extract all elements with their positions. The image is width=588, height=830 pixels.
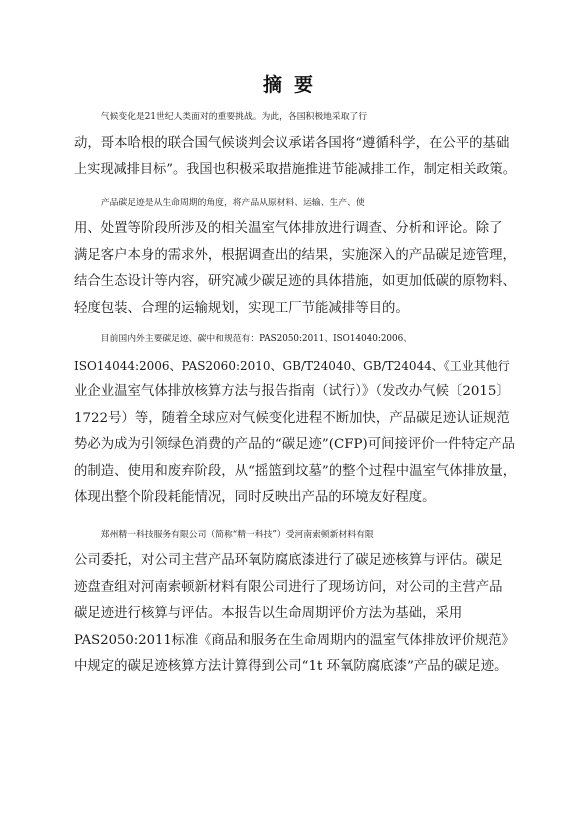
text-line: 碳足迹进行核算与评估。本报告以生命周期评价方法为基础，采用 — [74, 606, 463, 621]
text-line: 产品碳足迹是从生命周期的角度，将产品从原材料、运输、生产、使 — [100, 197, 365, 208]
text-line: 轻度包装、合理的运输规划，实现工厂节能减排等目的。 — [74, 300, 409, 316]
text-line: 中规定的碳足迹核算方法计算得到公司“1t 环氧防腐底漆”产品的碳足迹。 — [74, 659, 508, 674]
text-line: 动，哥本哈根的联合国气候谈判会议承诺各国将“遵循科学，在公平的基础 — [74, 135, 510, 151]
text-line: PAS2050:2011标准《商品和服务在生命周期内的温室气体排放评价规范》 — [74, 632, 515, 648]
paragraph-commission — [74, 522, 516, 681]
text-line: 迹盘查组对河南索顿新材料有限公司进行了现场访问，对公司的主营产品 — [74, 579, 503, 595]
page-title: 摘要 — [262, 74, 325, 96]
text-line: 结合生态设计等内容，研究减少碳足迹的具体措施，如更加低碳的原物料、 — [74, 274, 516, 289]
text-line: 1722号）等，随着全球应对气候变化进程不断加快，产品碳足迹认证规范 — [74, 410, 510, 426]
paragraph-standards — [74, 326, 516, 512]
text-line: 公司委托，对公司主营产品环氧防腐底漆进行了碳足迹核算与评估。碳足 — [74, 553, 503, 568]
text-line: 气候变化是21世纪人类面对的重要挑战。为此，各国积极地采取了行 — [100, 112, 368, 122]
text-line: ISO14044:2006、PAS2060:2010、GB/T24040、GB/T24044、《工业其他行 — [74, 358, 510, 373]
text-line: 用、处置等阶段所涉及的相关温室气体排放进行调查、分析和评论。除了 — [74, 221, 503, 236]
paragraph-climate-change — [74, 104, 516, 184]
text-line: 郑州精一科技服务有限公司（简称“精一科技”）受河南索顿新材料有限 — [100, 529, 374, 540]
abstract-body — [74, 104, 516, 681]
text-line: 的制造、使用和废弃阶段，从“摇篮到坟墓”的整个过程中温室气体排放量， — [74, 463, 517, 479]
text-line: 上实现减排目标”。我国也积极采取措施推进节能减排工作，制定相关政策。 — [74, 162, 516, 177]
text-line: 势必为成为引领绿色消费的产品的“碳足迹”(CFP)可间接评价一件特定产品 — [74, 437, 516, 452]
paragraph-product-carbon-footprint — [74, 190, 516, 323]
text-line: 业企业温室气体排放核算方法与报告指南（试行）》（发改办气候〔2015〕 — [74, 384, 510, 399]
text-line: 体现出整个阶段耗能情况，同时反映出产品的环境友好程度。 — [74, 490, 436, 505]
text-line: 目前国内外主要碳足迹、碳中和规范有：PAS2050:2011、ISO14040:2006、 — [100, 334, 413, 344]
text-line: 满足客户本身的需求外，根据调查出的结果，实施深入的产品碳足迹管理， — [74, 247, 516, 263]
